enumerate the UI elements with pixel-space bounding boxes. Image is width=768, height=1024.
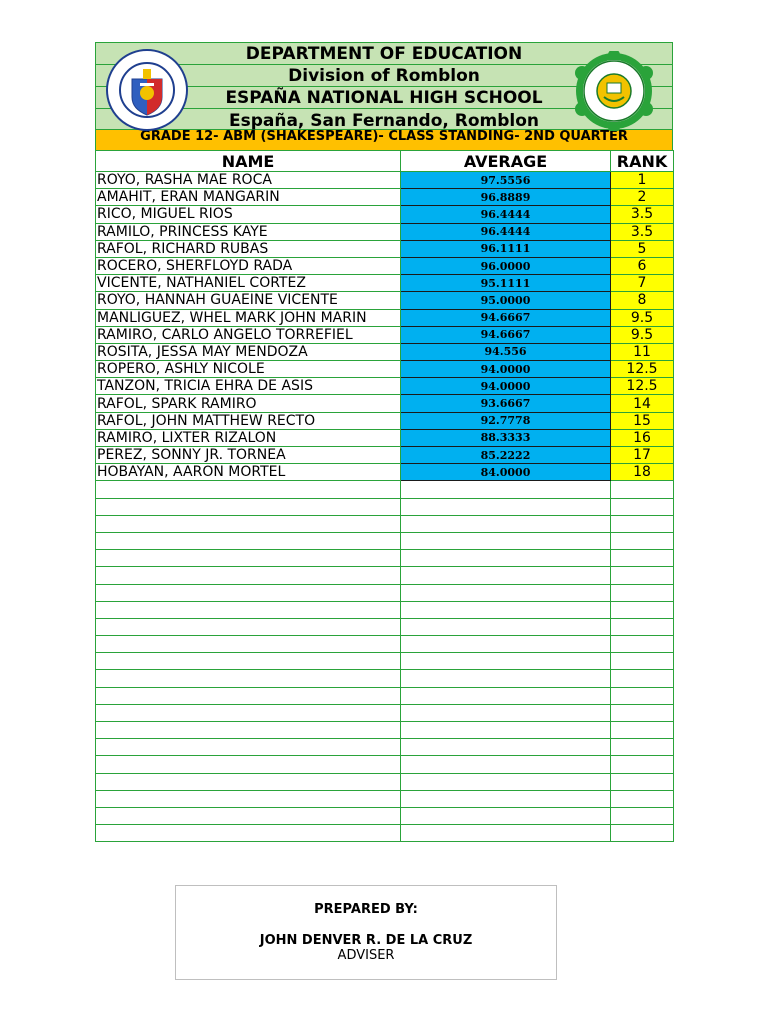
empty-cell <box>96 670 401 687</box>
student-rank: 9.5 <box>611 309 674 326</box>
empty-cell <box>96 481 401 498</box>
student-name: RAFOL, JOHN MATTHEW RECTO <box>96 412 401 429</box>
table-row <box>96 429 674 446</box>
empty-cell <box>611 790 674 807</box>
table-row <box>96 326 674 343</box>
empty-cell <box>96 773 401 790</box>
empty-cell <box>96 825 401 842</box>
empty-cell <box>401 601 611 618</box>
student-average: 95.0000 <box>401 292 611 309</box>
student-rank: 15 <box>611 412 674 429</box>
student-name: RAFOL, SPARK RAMIRO <box>96 395 401 412</box>
empty-cell <box>401 704 611 721</box>
student-name: HOBAYAN, AARON MORTEL <box>96 464 401 481</box>
table-row <box>96 206 674 223</box>
empty-cell <box>96 756 401 773</box>
empty-cell <box>96 567 401 584</box>
empty-cell <box>96 807 401 824</box>
empty-row <box>96 618 674 635</box>
empty-cell <box>96 498 401 515</box>
empty-cell <box>611 515 674 532</box>
student-name: TANZON, TRICIA EHRA DE ASIS <box>96 378 401 395</box>
student-average: 96.8889 <box>401 189 611 206</box>
empty-cell <box>401 515 611 532</box>
standing-table <box>95 150 674 842</box>
student-rank: 12.5 <box>611 361 674 378</box>
table-row <box>96 343 674 360</box>
student-rank: 12.5 <box>611 378 674 395</box>
adviser-role: ADVISER <box>337 948 395 963</box>
empty-row <box>96 790 674 807</box>
empty-cell <box>401 618 611 635</box>
empty-cell <box>401 722 611 739</box>
student-name: ROCERO, SHERFLOYD RADA <box>96 257 401 274</box>
empty-cell <box>401 584 611 601</box>
student-rank: 3.5 <box>611 223 674 240</box>
student-average: 84.0000 <box>401 464 611 481</box>
student-rank: 8 <box>611 292 674 309</box>
empty-cell <box>611 756 674 773</box>
student-name: AMAHIT, ERAN MANGARIN <box>96 189 401 206</box>
class-standing-sheet <box>95 42 673 842</box>
student-name: ROYO, RASHA MAE ROCA <box>96 172 401 189</box>
average-column-header: AVERAGE <box>401 151 611 172</box>
table-row <box>96 309 674 326</box>
empty-cell <box>96 601 401 618</box>
empty-cell <box>401 773 611 790</box>
division-title: Division of Romblon <box>288 66 480 86</box>
empty-cell <box>401 739 611 756</box>
class-standing-title: GRADE 12- ABM (SHAKESPEARE)- CLASS STANDING- 2ND QUARTER <box>95 130 673 150</box>
student-name: ROSITA, JESSA MAY MENDOZA <box>96 343 401 360</box>
prepared-by-box <box>175 885 557 980</box>
empty-cell <box>96 687 401 704</box>
student-rank: 3.5 <box>611 206 674 223</box>
table-row <box>96 223 674 240</box>
student-rank: 14 <box>611 395 674 412</box>
school-header <box>95 42 673 130</box>
table-row <box>96 464 674 481</box>
empty-cell <box>611 550 674 567</box>
department-title: DEPARTMENT OF EDUCATION <box>245 44 523 64</box>
empty-row <box>96 481 674 498</box>
empty-cell <box>611 601 674 618</box>
student-average: 95.1111 <box>401 275 611 292</box>
empty-row <box>96 636 674 653</box>
empty-cell <box>401 790 611 807</box>
student-average: 94.0000 <box>401 361 611 378</box>
empty-cell <box>401 481 611 498</box>
empty-cell <box>611 773 674 790</box>
table-row <box>96 378 674 395</box>
empty-cell <box>96 532 401 549</box>
student-name: RICO, MIGUEL RIOS <box>96 206 401 223</box>
empty-cell <box>96 653 401 670</box>
table-row <box>96 412 674 429</box>
table-row <box>96 395 674 412</box>
empty-cell <box>611 636 674 653</box>
empty-cell <box>611 532 674 549</box>
empty-cell <box>611 567 674 584</box>
name-column-header: NAME <box>96 151 401 172</box>
empty-row <box>96 653 674 670</box>
student-average: 97.5556 <box>401 172 611 189</box>
empty-cell <box>611 825 674 842</box>
empty-cell <box>611 704 674 721</box>
empty-cell <box>96 739 401 756</box>
empty-row <box>96 773 674 790</box>
table-row <box>96 240 674 257</box>
table-row <box>96 361 674 378</box>
empty-cell <box>611 584 674 601</box>
student-name: ROYO, HANNAH GUAEINE VICENTE <box>96 292 401 309</box>
student-rank: 5 <box>611 240 674 257</box>
rank-column-header: RANK <box>611 151 674 172</box>
empty-cell <box>96 722 401 739</box>
student-average: 94.6667 <box>401 326 611 343</box>
empty-cell <box>96 704 401 721</box>
student-rank: 6 <box>611 257 674 274</box>
student-name: RAFOL, RICHARD RUBAS <box>96 240 401 257</box>
empty-cell <box>401 550 611 567</box>
student-rank: 2 <box>611 189 674 206</box>
student-average: 85.2222 <box>401 447 611 464</box>
table-row <box>96 189 674 206</box>
empty-cell <box>401 498 611 515</box>
student-name: MANLIGUEZ, WHEL MARK JOHN MARIN <box>96 309 401 326</box>
table-row <box>96 447 674 464</box>
student-name: RAMIRO, LIXTER RIZALON <box>96 429 401 446</box>
student-name: RAMIRO, CARLO ANGELO TORREFIEL <box>96 326 401 343</box>
student-rank: 7 <box>611 275 674 292</box>
student-rank: 17 <box>611 447 674 464</box>
table-header-row <box>96 151 674 172</box>
student-average: 96.1111 <box>401 240 611 257</box>
empty-cell <box>611 807 674 824</box>
empty-row <box>96 584 674 601</box>
empty-cell <box>611 653 674 670</box>
empty-row <box>96 687 674 704</box>
table-row <box>96 292 674 309</box>
school-address: España, San Fernando, Romblon <box>228 111 540 131</box>
empty-cell <box>401 756 611 773</box>
empty-cell <box>96 515 401 532</box>
student-name: PEREZ, SONNY JR. TORNEA <box>96 447 401 464</box>
empty-row <box>96 550 674 567</box>
empty-row <box>96 807 674 824</box>
empty-cell <box>96 790 401 807</box>
empty-row <box>96 601 674 618</box>
student-name: VICENTE, NATHANIEL CORTEZ <box>96 275 401 292</box>
empty-cell <box>611 722 674 739</box>
empty-cell <box>401 670 611 687</box>
empty-cell <box>96 618 401 635</box>
table-row <box>96 275 674 292</box>
adviser-name: JOHN DENVER R. DE LA CRUZ <box>259 933 473 948</box>
empty-row <box>96 670 674 687</box>
empty-cell <box>611 687 674 704</box>
student-name: RAMILO, PRINCESS KAYE <box>96 223 401 240</box>
student-average: 94.6667 <box>401 309 611 326</box>
empty-row <box>96 515 674 532</box>
empty-cell <box>401 687 611 704</box>
student-rank: 16 <box>611 429 674 446</box>
empty-cell <box>401 653 611 670</box>
empty-cell <box>96 550 401 567</box>
student-average: 96.0000 <box>401 257 611 274</box>
student-average: 96.4444 <box>401 223 611 240</box>
empty-row <box>96 704 674 721</box>
empty-row <box>96 567 674 584</box>
empty-row <box>96 498 674 515</box>
student-average: 94.0000 <box>401 378 611 395</box>
empty-cell <box>401 567 611 584</box>
school-name: ESPAÑA NATIONAL HIGH SCHOOL <box>225 88 543 108</box>
empty-cell <box>401 636 611 653</box>
empty-cell <box>611 498 674 515</box>
empty-cell <box>401 825 611 842</box>
student-average: 92.7778 <box>401 412 611 429</box>
empty-cell <box>611 739 674 756</box>
empty-cell <box>611 481 674 498</box>
table-row <box>96 172 674 189</box>
student-rank: 11 <box>611 343 674 360</box>
student-name: ROPERO, ASHLY NICOLE <box>96 361 401 378</box>
empty-row <box>96 739 674 756</box>
student-rank: 1 <box>611 172 674 189</box>
student-average: 96.4444 <box>401 206 611 223</box>
student-rank: 9.5 <box>611 326 674 343</box>
empty-row <box>96 722 674 739</box>
empty-cell <box>611 618 674 635</box>
empty-row <box>96 825 674 842</box>
empty-cell <box>96 584 401 601</box>
table-row <box>96 257 674 274</box>
student-average: 93.6667 <box>401 395 611 412</box>
student-average: 94.556 <box>401 343 611 360</box>
empty-row <box>96 532 674 549</box>
empty-cell <box>96 636 401 653</box>
student-rank: 18 <box>611 464 674 481</box>
empty-row <box>96 756 674 773</box>
empty-cell <box>401 532 611 549</box>
empty-cell <box>611 670 674 687</box>
empty-cell <box>401 807 611 824</box>
student-average: 88.3333 <box>401 429 611 446</box>
prepared-by-label: PREPARED BY: <box>314 902 418 917</box>
